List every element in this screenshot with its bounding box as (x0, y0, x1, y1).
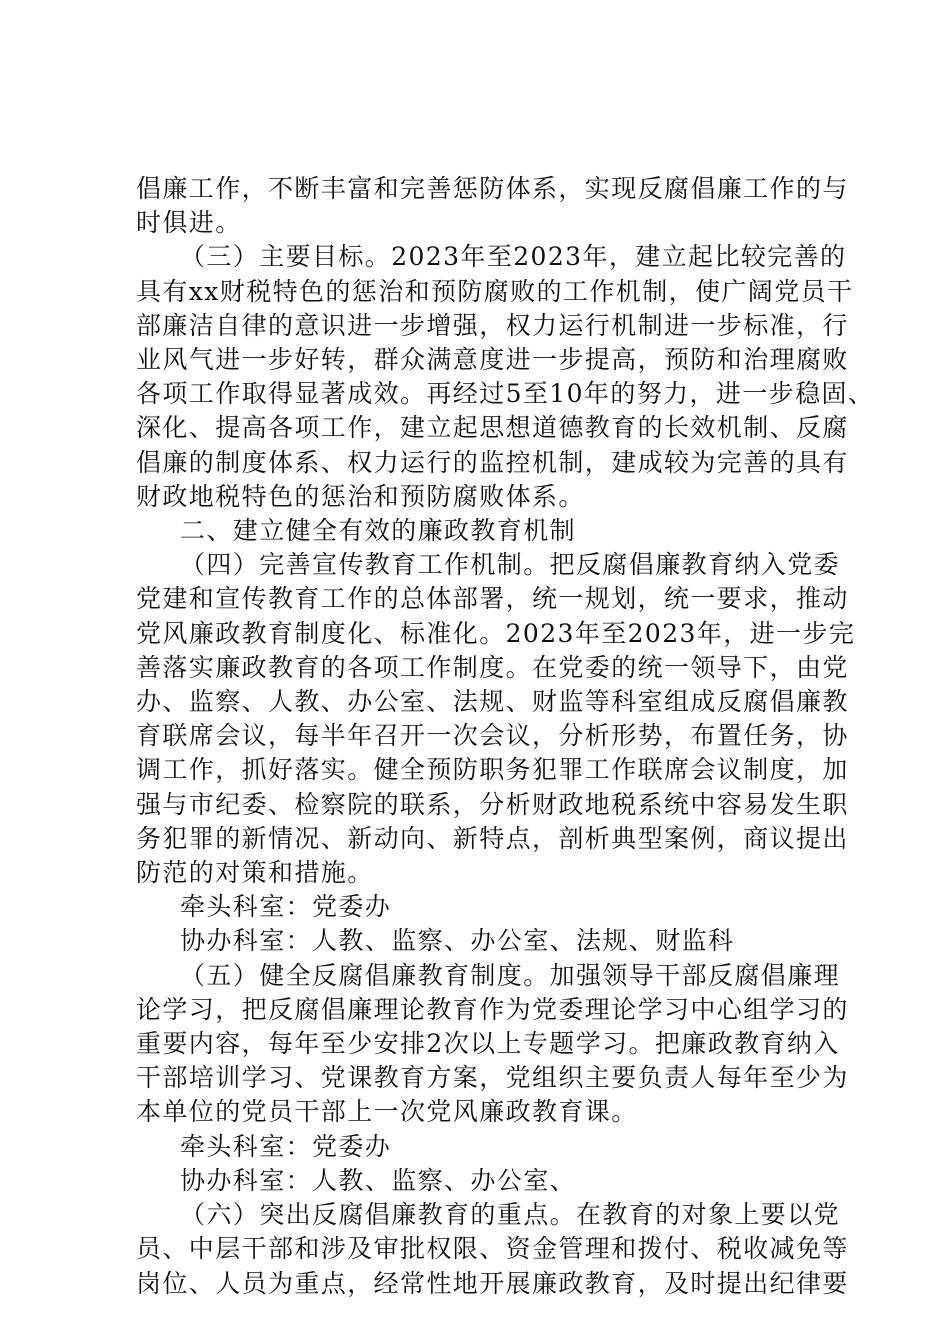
text-line: 干部培训学习、党课教育方案，党组织主要负责人每年至少为 (136, 1063, 849, 1093)
text-line: 办、监察、人教、办公室、法规、财监等科室组成反腐倡廉教 (136, 687, 849, 717)
text-line: （三）主要目标。2023年至2023年，建立起比较完善的 (180, 242, 847, 272)
text-line: 业风气进一步好转，群众满意度进一步提高，预防和治理腐败 (136, 345, 849, 375)
text-line: 务犯罪的新情况、新动向、新特点，剖析典型案例，商议提出 (136, 823, 849, 853)
document-body (136, 172, 875, 1301)
text-line: 员、中层干部和涉及审批权限、资金管理和拨付、税收减免等 (136, 1234, 849, 1264)
text-line: 深化、提高各项工作，建立起思想道德教育的长效机制、反腐 (136, 413, 849, 443)
text-line: 财政地税特色的惩治和预防腐败体系。 (136, 481, 585, 511)
text-line: 协办科室：人教、监察、办公室、 (180, 1165, 577, 1195)
text-line: 二、建立健全有效的廉政教育机制 (180, 516, 577, 546)
text-line: 倡廉的制度体系、权力运行的监控机制，建成较为完善的具有 (136, 447, 849, 477)
text-line: 本单位的党员干部上一次党风廉政教育课。 (136, 1097, 638, 1127)
text-line: 重要内容，每年至少安排2次以上专题学习。把廉政教育纳入 (136, 1029, 840, 1059)
text-line: 育联席会议，每半年召开一次会议，分析形势，布置任务，协 (136, 721, 849, 751)
text-line: 部廉洁自律的意识进一步增强，权力运行机制进一步标准，行 (136, 310, 849, 340)
text-line: 调工作，抓好落实。健全预防职务犯罪工作联席会议制度，加 (136, 755, 849, 785)
text-line: 党建和宣传教育工作的总体部署，统一规划，统一要求，推动 (136, 584, 849, 614)
text-line: 各项工作取得显著成效。再经过5至10年的努力，进一步稳固、 (136, 379, 875, 409)
text-line: 防范的对策和措施。 (136, 858, 374, 888)
text-line: （六）突出反腐倡廉教育的重点。在教育的对象上要以党 (180, 1200, 841, 1230)
text-line: 牵头科室：党委办 (180, 892, 392, 922)
text-line: 牵头科室：党委办 (180, 1131, 392, 1161)
text-line: 协办科室：人教、监察、办公室、法规、财监科 (180, 926, 735, 956)
text-line: 时俱进。 (136, 208, 242, 238)
text-line: 论学习，把反腐倡廉理论教育作为党委理论学习中心组学习的 (136, 994, 849, 1024)
text-line: 善落实廉政教育的各项工作制度。在党委的统一领导下，由党 (136, 652, 849, 682)
text-line: （四）完善宣传教育工作机制。把反腐倡廉教育纳入党委 (180, 550, 841, 580)
text-line: 党风廉政教育制度化、标准化。2023年至2023年，进一步完 (136, 618, 856, 648)
text-line: 倡廉工作，不断丰富和完善惩防体系，实现反腐倡廉工作的与 (136, 174, 849, 203)
text-line: （五）健全反腐倡廉教育制度。加强领导干部反腐倡廉理 (180, 960, 841, 990)
text-line: 岗位、人员为重点，经常性地开展廉政教育，及时提出纪律要 (136, 1268, 849, 1298)
text-line: 强与市纪委、检察院的联系，分析财政地税系统中容易发生职 (136, 789, 849, 819)
text-line: 具有xx财税特色的惩治和预防腐败的工作机制，使广阔党员干 (136, 276, 854, 306)
